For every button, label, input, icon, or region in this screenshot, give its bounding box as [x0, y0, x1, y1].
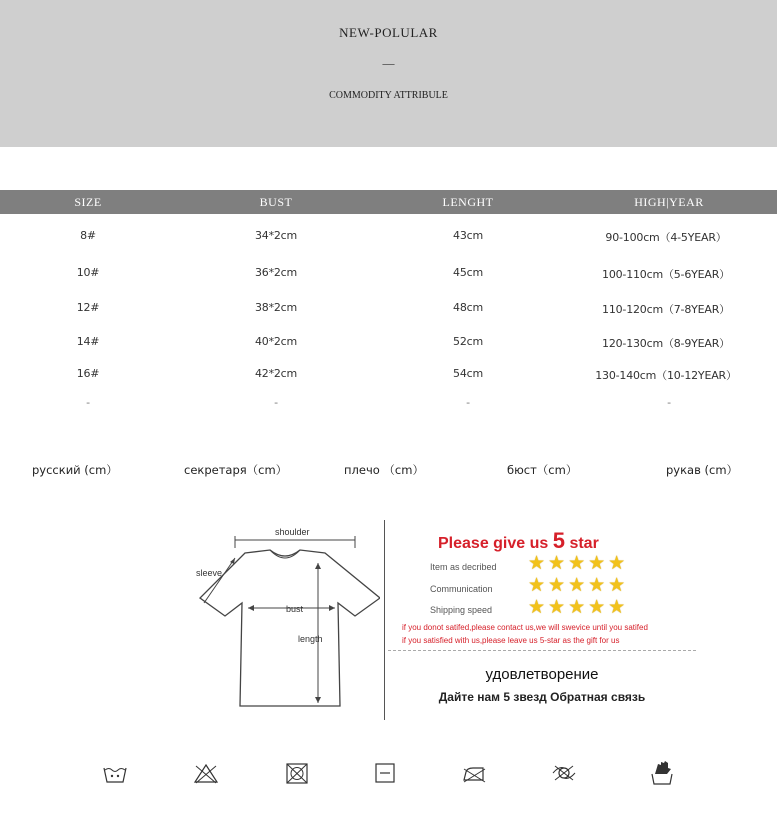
tshirt-outline — [200, 550, 380, 706]
rating-row-label: Shipping speed — [430, 605, 493, 615]
label-sleeve: рукав (cm） — [666, 463, 739, 477]
label-russian: русский (cm） — [32, 463, 118, 477]
table-cell: 10# — [76, 266, 100, 279]
russian-feedback-text: Дайте нам 5 звезд Обратная связь — [438, 690, 646, 704]
label-secretary: секретаря（cm） — [184, 463, 288, 477]
do-not-bleach-icon — [193, 760, 219, 786]
table-cell: 45cm — [453, 266, 483, 279]
table-cell: 110-120cm（7-8YEAR） — [602, 303, 730, 316]
label-bust-diagram: bust — [286, 604, 304, 614]
rating-row-label: Communication — [430, 584, 493, 594]
vertical-divider — [384, 520, 385, 720]
rating-note-2: if you satisfied with us,please leave us 5-star as the gift for us — [402, 636, 620, 645]
tshirt-measurement-diagram — [190, 518, 380, 718]
label-sleeve-diagram: sleeve — [196, 568, 223, 578]
wash-30-icon — [102, 760, 128, 786]
table-cell: - — [86, 396, 90, 409]
dry-flat-icon — [372, 760, 398, 786]
table-cell: - — [667, 396, 671, 409]
russian-satisfaction-text: удовлетворение — [485, 666, 599, 683]
rating-heading-number: 5 — [552, 528, 565, 553]
table-cell: 52cm — [453, 335, 483, 348]
label-bust: бюст（cm） — [507, 463, 578, 477]
table-cell: 8# — [80, 229, 96, 242]
table-cell: 34*2cm — [254, 229, 298, 242]
iron-low-icon — [461, 760, 487, 786]
table-cell: 12# — [76, 301, 100, 314]
star-rating-icon: ★★★★★ — [528, 574, 629, 596]
size-table-header — [0, 190, 777, 214]
column-header-height-year: HIGH|YEAR — [634, 195, 704, 209]
table-cell: 42*2cm — [254, 367, 298, 380]
table-cell: - — [466, 396, 470, 409]
table-cell: 120-130cm（8-9YEAR） — [602, 337, 730, 350]
banner-title: NEW-POLULAR — [339, 25, 438, 40]
column-header-length: LENGHT — [442, 195, 494, 209]
hand-wash-icon — [649, 760, 675, 786]
table-cell: 54cm — [453, 367, 483, 380]
table-cell: - — [274, 396, 278, 409]
label-shoulder: плечо （cm） — [344, 463, 424, 477]
do-not-tumble-dry-icon — [284, 760, 310, 786]
table-cell: 90-100cm（4-5YEAR） — [605, 231, 727, 244]
rating-heading — [438, 528, 599, 554]
header-banner — [0, 0, 777, 147]
table-cell: 38*2cm — [254, 301, 298, 314]
column-header-bust: BUST — [259, 195, 293, 209]
label-shoulder-diagram: shoulder — [275, 527, 310, 537]
rating-note-1: if you donot satifed,please contact us,we will swevice until you satifed — [402, 623, 648, 632]
table-cell: 43cm — [453, 229, 483, 242]
rating-row-label: Item as decribed — [430, 562, 497, 572]
table-cell: 14# — [76, 335, 100, 348]
label-length-diagram: length — [298, 634, 323, 644]
rating-heading-text: Please give us — [438, 535, 549, 552]
table-cell: 130-140cm（10-12YEAR） — [595, 369, 737, 382]
star-rating-icon: ★★★★★ — [528, 596, 629, 618]
banner-subtitle: COMMODITY ATTRIBULE — [329, 90, 448, 101]
table-cell: 40*2cm — [254, 335, 298, 348]
column-header-size: SIZE — [74, 195, 102, 209]
table-cell: 36*2cm — [254, 266, 298, 279]
banner-dash: — — [382, 56, 395, 70]
do-not-dry-clean-icon — [551, 760, 577, 786]
rating-heading-end: star — [569, 535, 599, 552]
table-cell: 100-110cm（5-6YEAR） — [602, 268, 730, 281]
dashed-divider — [388, 650, 696, 651]
table-cell: 48cm — [453, 301, 483, 314]
rating-panel — [388, 518, 698, 718]
table-cell: 16# — [76, 367, 100, 380]
star-rating-icon: ★★★★★ — [528, 552, 629, 574]
